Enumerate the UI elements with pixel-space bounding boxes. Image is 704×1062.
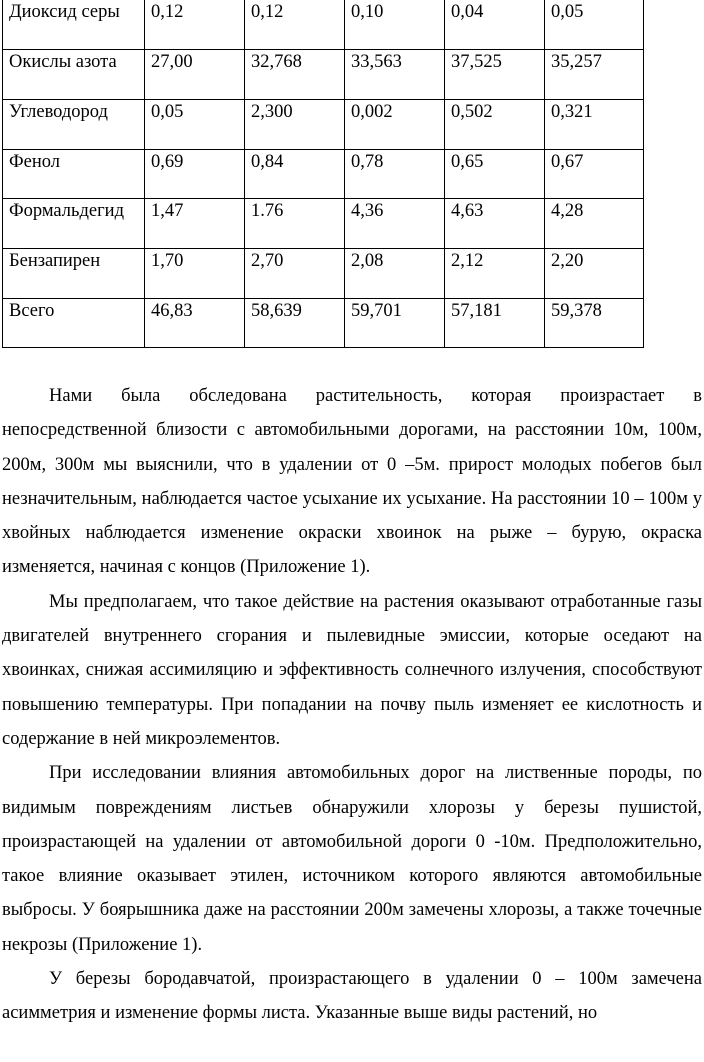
table-row-label: Диоксид серы bbox=[3, 0, 145, 50]
paragraph: У березы бородавчатой, произрастающего в удалении 0 – 100м замечена асимметрия и изменение формы листа. Указанные выше виды растений, но bbox=[2, 969, 702, 1024]
table-row-label: Формальдегид bbox=[3, 199, 145, 249]
table-cell: 2,20 bbox=[545, 248, 644, 298]
table-cell: 0,321 bbox=[545, 99, 644, 149]
emissions-table bbox=[2, 0, 644, 348]
table-cell: 0,10 bbox=[345, 0, 445, 50]
table-row-label: Всего bbox=[3, 298, 145, 348]
table-row bbox=[3, 149, 644, 199]
table-row bbox=[3, 199, 644, 249]
table-row bbox=[3, 50, 644, 100]
table-row-label: Углеводород bbox=[3, 99, 145, 149]
table-cell: 1.76 bbox=[245, 199, 345, 249]
table-cell: 0,12 bbox=[145, 0, 245, 50]
table-cell: 59,378 bbox=[545, 298, 644, 348]
table-cell: 59,701 bbox=[345, 298, 445, 348]
table-row bbox=[3, 298, 644, 348]
table-row-label: Фенол bbox=[3, 149, 145, 199]
table-cell: 0,84 bbox=[245, 149, 345, 199]
table-cell: 0,67 bbox=[545, 149, 644, 199]
table-cell: 46,83 bbox=[145, 298, 245, 348]
table-cell: 32,768 bbox=[245, 50, 345, 100]
table-cell: 2,12 bbox=[445, 248, 545, 298]
table-cell: 0,05 bbox=[545, 0, 644, 50]
emissions-table-body bbox=[3, 0, 644, 348]
paragraph: Нами была обследована растительность, которая произрастает в непосредственной близости с автомобильными дорогами, на расстоянии 10м, 100м, 200м, 300м мы выяснили, что в удалении от 0 –5м. прирост молодых побегов был незначительным, наблюдается частое усыхание их усыхание. На расстоянии 10 – 100м у хвойных наблюдается изменение окраски хвоинок на рыже – бурую, окраска изменяется, начиная с концов (Приложение 1). bbox=[2, 386, 702, 578]
table-cell: 2,08 bbox=[345, 248, 445, 298]
table-row-label: Бензапирен bbox=[3, 248, 145, 298]
table-row bbox=[3, 99, 644, 149]
paragraph: При исследовании влияния автомобильных дорог на лиственные породы, по видимым повреждениям листьев обнаружили хлорозы у березы пушистой, произрастающей на удалении от автомобильной дороги 0 -10м. Предположительно, такое влияние оказывает этилен, источником которого являются автомобильные выбросы. У боярышника даже на расстоянии 200м замечены хлорозы, а также точечные некрозы (Приложение 1). bbox=[2, 763, 702, 955]
table-cell: 1,70 bbox=[145, 248, 245, 298]
table-cell: 4,36 bbox=[345, 199, 445, 249]
table-cell: 58,639 bbox=[245, 298, 345, 348]
table-cell: 0,78 bbox=[345, 149, 445, 199]
table-row bbox=[3, 248, 644, 298]
table-cell: 33,563 bbox=[345, 50, 445, 100]
table-cell: 4,63 bbox=[445, 199, 545, 249]
table-cell: 0,04 bbox=[445, 0, 545, 50]
table-cell: 35,257 bbox=[545, 50, 644, 100]
body-text bbox=[2, 379, 702, 1031]
table-cell: 37,525 bbox=[445, 50, 545, 100]
paragraph: Мы предполагаем, что такое действие на растения оказывают отработанные газы двигателей внутреннего сгорания и пылевидные эмиссии, которые оседают на хвоинках, снижая ассимиляцию и эффективность солнечного излучения, способствуют повышению температуры. При попадании на почву пыль изменяет ее кислотность и содержание в ней микроэлементов. bbox=[2, 591, 702, 749]
table-cell: 0,12 bbox=[245, 0, 345, 50]
table-cell: 1,47 bbox=[145, 199, 245, 249]
table-cell: 0,002 bbox=[345, 99, 445, 149]
table-cell: 57,181 bbox=[445, 298, 545, 348]
table-row bbox=[3, 0, 644, 50]
table-cell: 2,300 bbox=[245, 99, 345, 149]
table-row-label: Окислы азота bbox=[3, 50, 145, 100]
table-cell: 0,65 bbox=[445, 149, 545, 199]
table-cell: 27,00 bbox=[145, 50, 245, 100]
table-cell: 0,502 bbox=[445, 99, 545, 149]
table-cell: 2,70 bbox=[245, 248, 345, 298]
table-cell: 4,28 bbox=[545, 199, 644, 249]
table-cell: 0,69 bbox=[145, 149, 245, 199]
table-cell: 0,05 bbox=[145, 99, 245, 149]
